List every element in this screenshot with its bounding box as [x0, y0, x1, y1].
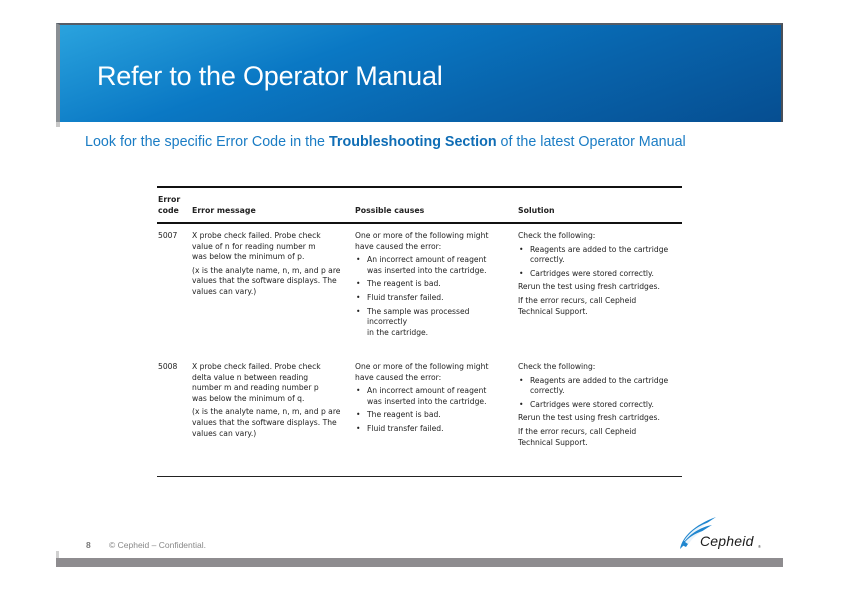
slide-subtitle: [85, 134, 686, 150]
logo-trademark: ®: [758, 544, 761, 549]
banner-edge-decoration: [56, 122, 60, 127]
support-line: If the error recurs, call Cepheid: [518, 426, 637, 436]
solution-check-item: [518, 376, 683, 397]
row-error-message: [192, 231, 352, 301]
cause-item: [355, 293, 515, 304]
solution-rerun: Rerun the test using fresh cartridges.: [518, 413, 660, 423]
cause-item: [355, 255, 515, 276]
page-number: 8: [86, 540, 91, 550]
check-line: • Reagents are added to the cartridge: [530, 244, 669, 254]
cause-item: [355, 279, 515, 290]
logo-wordmark: Cepheid: [700, 533, 754, 549]
check-line: correctly.: [530, 255, 565, 265]
cepheid-logo: [678, 515, 766, 551]
footer-bar: [56, 558, 783, 567]
solution-check-item: [518, 269, 683, 280]
cause-line: • The reagent is bad.: [367, 279, 441, 289]
row-possible-causes: [355, 231, 515, 341]
cause-line: in the cartridge.: [367, 327, 429, 337]
check-line: correctly.: [530, 386, 565, 396]
row-solution: [518, 362, 683, 451]
cause-line: • The reagent is bad.: [367, 410, 441, 420]
solution-checks-list: [518, 245, 683, 280]
causes-intro-line: have caused the error:: [355, 372, 442, 382]
cause-line: • Fluid transfer failed.: [367, 292, 444, 302]
note-line: (x is the analyte name, n, m, and p are: [192, 407, 341, 417]
causes-intro-line: One or more of the following might: [355, 231, 489, 240]
message-line: delta value n between reading: [192, 372, 309, 382]
table-bottom-rule: [157, 476, 682, 477]
row-error-code: 5008: [158, 362, 178, 371]
note-line: values can vary.): [192, 286, 257, 296]
row-error-message: [192, 362, 352, 442]
header-error-code: [158, 195, 180, 216]
subtitle-text-before: Look for the specific Error Code in the: [85, 134, 329, 150]
header-code-line2: code: [158, 205, 179, 215]
message-line: value of n for reading number m: [192, 241, 316, 251]
support-line: If the error recurs, call Cepheid: [518, 295, 637, 305]
causes-list: [355, 255, 515, 338]
cause-line: • An incorrect amount of reagent: [367, 255, 487, 265]
message-line: was below the minimum of p.: [192, 252, 305, 262]
table-header-rule: [157, 222, 682, 224]
note-line: values that the software displays. The: [192, 276, 337, 286]
message-line: was below the minimum of q.: [192, 393, 305, 403]
check-line: • Cartridges were stored correctly.: [530, 399, 654, 409]
header-error-message: Error message: [192, 206, 256, 215]
solution-rerun: Rerun the test using fresh cartridges.: [518, 282, 660, 292]
row-error-code: 5007: [158, 231, 178, 240]
causes-list: [355, 386, 515, 434]
solution-support: [518, 427, 683, 448]
header-code-line1: Error: [158, 195, 181, 204]
cause-item: [355, 410, 515, 421]
message-line: X probe check failed. Probe check: [192, 362, 321, 371]
causes-intro-line: have caused the error:: [355, 241, 442, 251]
cause-line: was inserted into the cartridge.: [367, 396, 487, 406]
copyright-notice: © Cepheid – Confidential.: [109, 540, 206, 550]
support-line: Technical Support.: [518, 306, 588, 316]
check-line: • Cartridges were stored correctly.: [530, 268, 654, 278]
row-possible-causes: [355, 362, 515, 438]
note-line: values can vary.): [192, 428, 257, 438]
subtitle-bold-text: Troubleshooting Section: [328, 134, 497, 150]
solution-support: [518, 296, 683, 317]
header-solution: Solution: [518, 206, 555, 215]
message-line: number m and reading number p: [192, 383, 319, 393]
support-line: Technical Support.: [518, 437, 588, 447]
solution-check-item: [518, 400, 683, 411]
title-banner: [56, 23, 783, 122]
message-line: X probe check failed. Probe check: [192, 231, 321, 240]
cause-line: • Fluid transfer failed.: [367, 423, 444, 433]
cause-item: [355, 424, 515, 435]
note-line: values that the software displays. The: [192, 417, 337, 427]
note-line: (x is the analyte name, n, m, and p are: [192, 265, 341, 275]
solution-intro: Check the following:: [518, 362, 596, 371]
check-line: • Reagents are added to the cartridge: [530, 375, 669, 385]
table-top-rule: [157, 186, 682, 188]
cause-line: was inserted into the cartridge.: [367, 265, 487, 275]
cause-item: [355, 386, 515, 407]
cause-item: [355, 307, 515, 339]
slide-title: Refer to the Operator Manual: [97, 61, 443, 91]
cause-line: • The sample was processed: [367, 306, 470, 316]
subtitle-text-after: of the latest Operator Manual: [496, 134, 686, 150]
row-solution: [518, 231, 683, 320]
solution-check-item: [518, 245, 683, 266]
causes-intro-line: One or more of the following might: [355, 362, 489, 371]
cause-line: • An incorrect amount of reagent: [367, 386, 487, 396]
cause-line: incorrectly: [367, 317, 408, 327]
solution-checks-list: [518, 376, 683, 411]
solution-intro: Check the following:: [518, 231, 596, 240]
header-possible-causes: Possible causes: [355, 206, 425, 215]
